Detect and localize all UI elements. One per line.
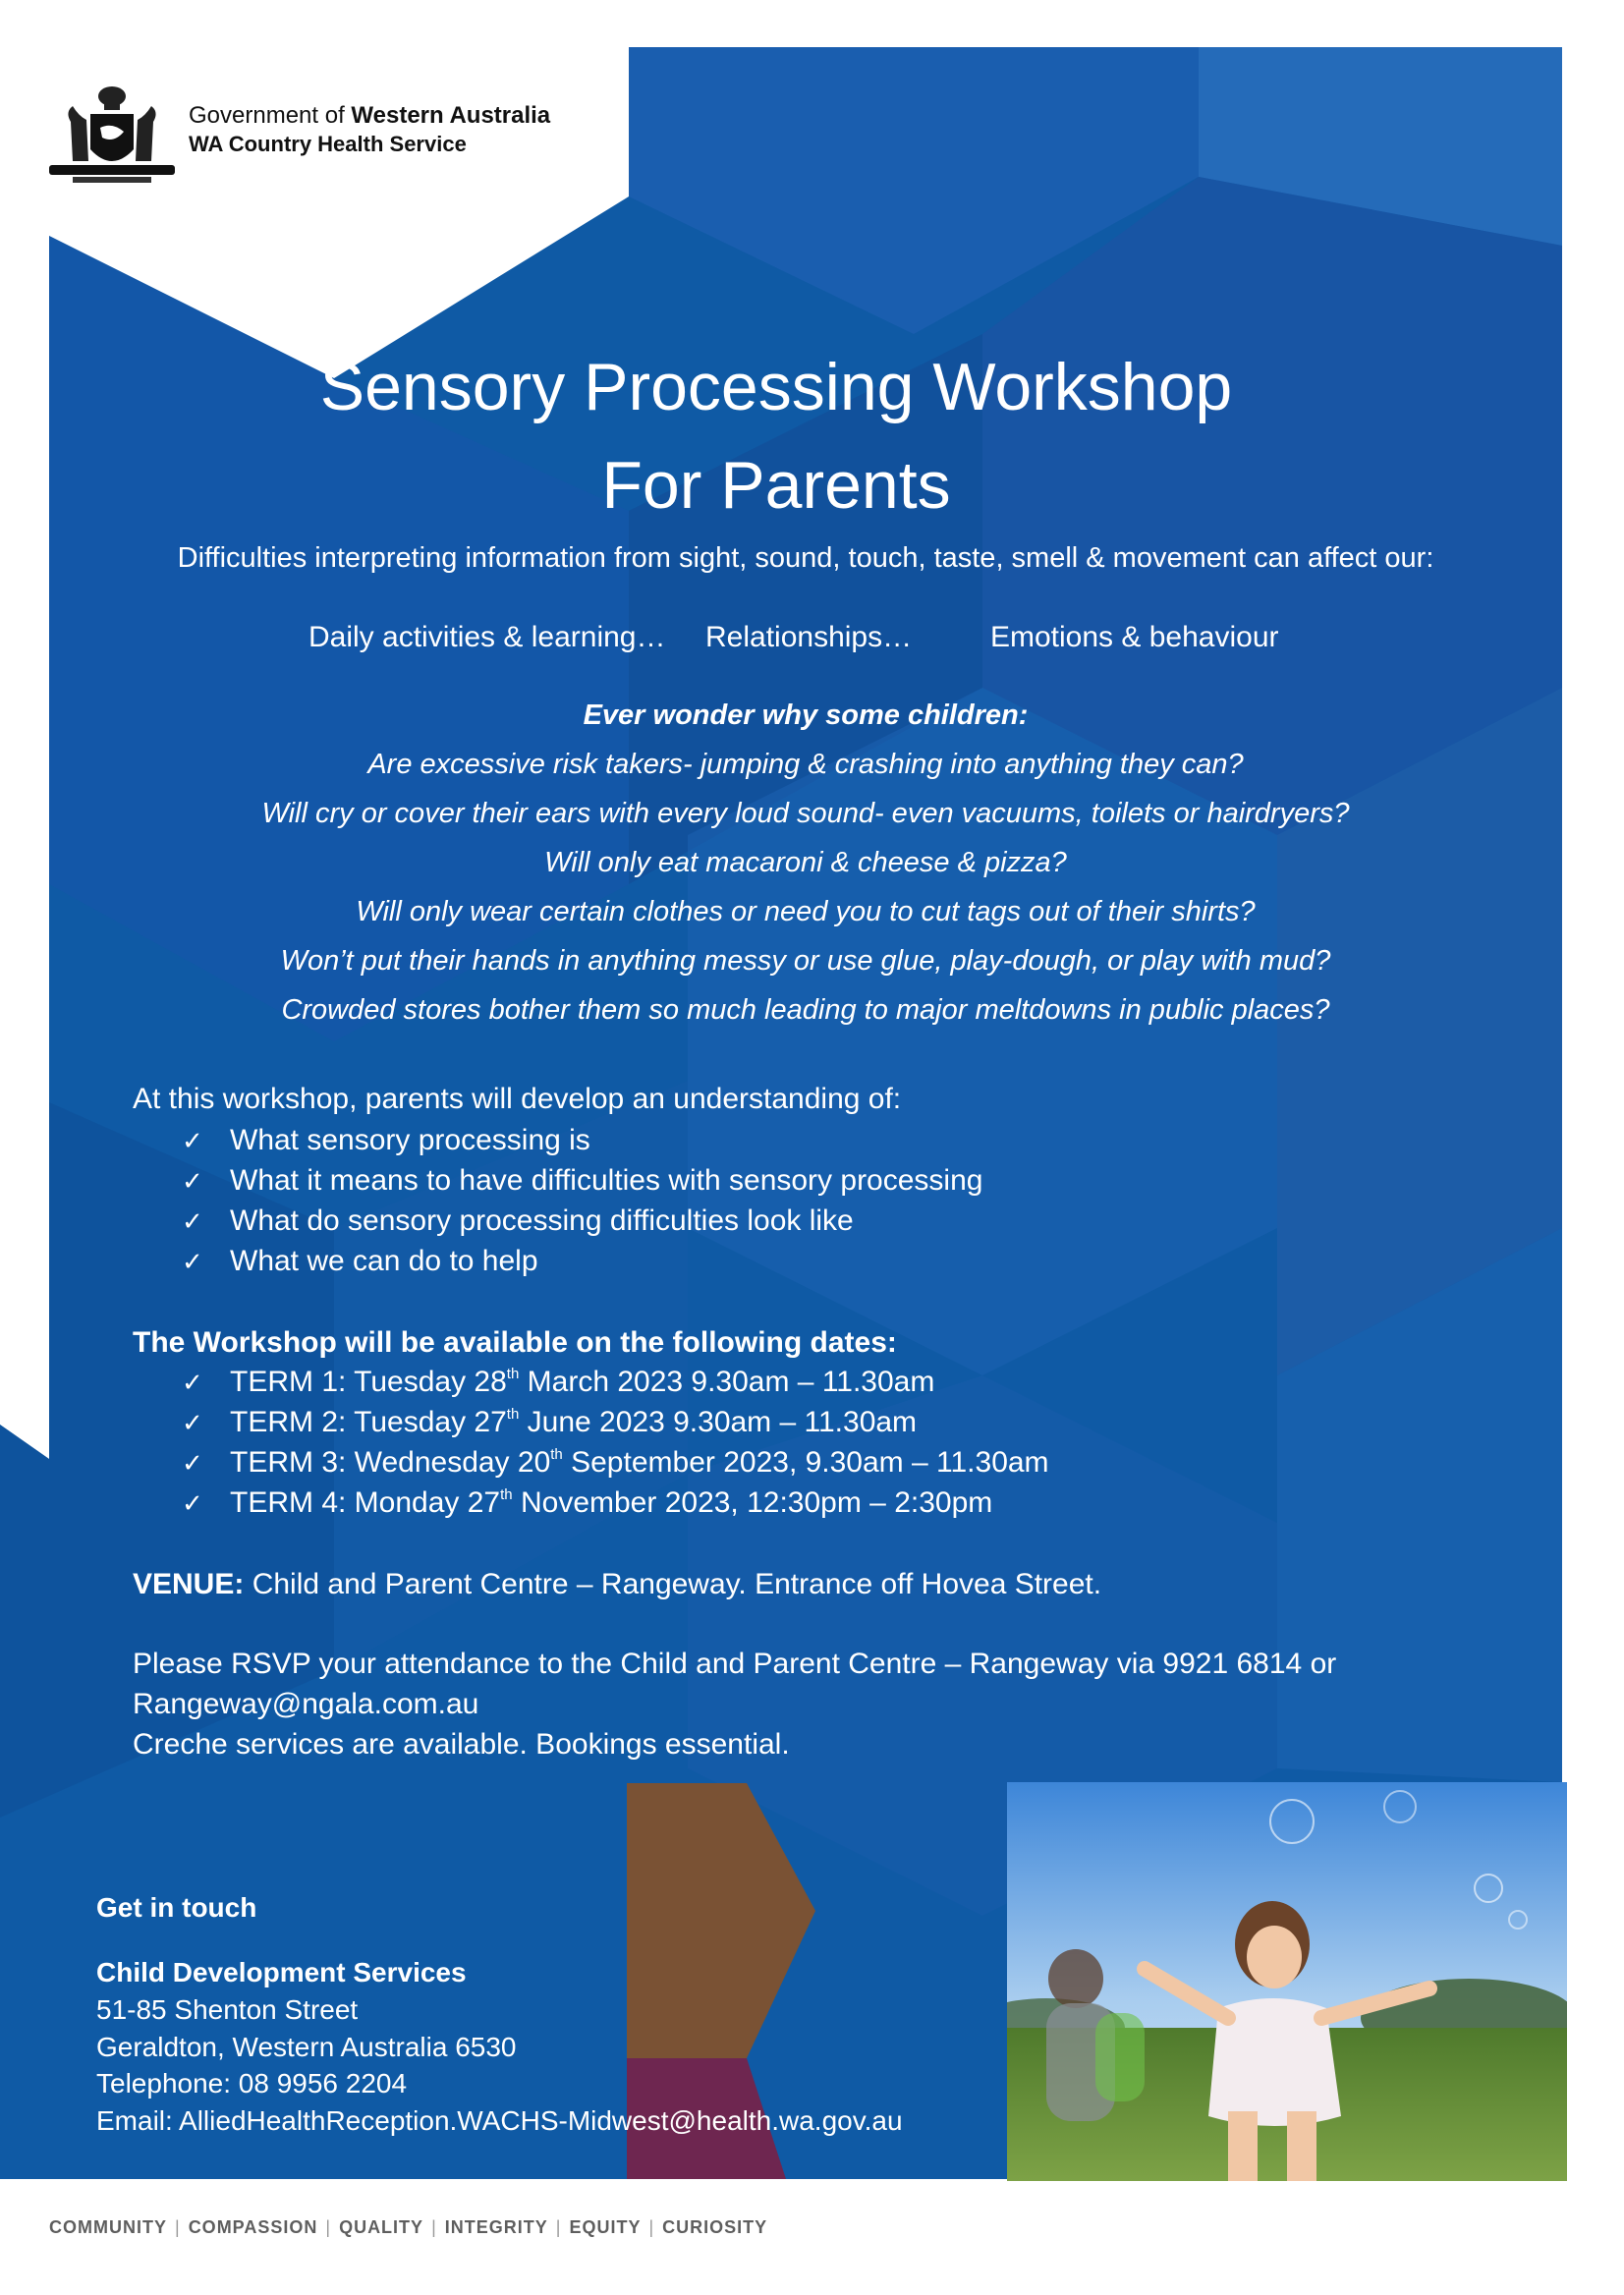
- learning-item: ✓ What sensory processing is: [182, 1124, 590, 1156]
- question-line: Will cry or cover their ears with every loud sound- even vacuums, toilets or hairdryers?: [261, 798, 1350, 829]
- contact-org: Child Development Services: [96, 1957, 467, 1987]
- date-item: ✓ TERM 2: Tuesday 27th June 2023 9.30am – 11.30am: [182, 1406, 918, 1438]
- question-line: Crowded stores bother them so much leading to major meltdowns in public places?: [281, 994, 1330, 1026]
- checkmark-icon: ✓: [182, 1127, 203, 1156]
- rsvp-line: Please RSVP your attendance to the Child and Parent Centre – Rangeway via 9921 6814 or: [133, 1648, 1337, 1680]
- date-item: ✓ TERM 4: Monday 27th November 2023, 12:30pm – 2:30pm: [182, 1486, 993, 1519]
- coat-of-arms-logo: [43, 83, 181, 191]
- checkmark-icon: ✓: [182, 1449, 203, 1479]
- learning-item: ✓ What it means to have difficulties with sensory processing: [182, 1164, 983, 1197]
- contact-telephone: Telephone: 08 9956 2204: [96, 2068, 408, 2099]
- checkmark-icon: ✓: [182, 1489, 203, 1519]
- question-line: Are excessive risk takers- jumping & crashing into anything they can?: [367, 749, 1244, 780]
- values-footer: COMMUNITY | COMPASSION | QUALITY | INTEGRITY | EQUITY | CURIOSITY: [49, 2217, 768, 2237]
- page-title: Sensory Processing Workshop: [319, 350, 1233, 424]
- contact-address: 51-85 Shenton Street: [96, 1994, 359, 2025]
- question-line: Won’t put their hands in anything messy or use glue, play-dough, or play with mud?: [280, 945, 1331, 977]
- contact-address: Geraldton, Western Australia 6530: [96, 2032, 517, 2062]
- value-item: INTEGRITY: [444, 2217, 548, 2237]
- learning-item: ✓ What do sensory processing difficulties look like: [182, 1204, 854, 1237]
- impact-item: Emotions & behaviour: [990, 621, 1279, 653]
- contact-heading: Get in touch: [96, 1892, 257, 1923]
- page-subtitle: For Parents: [601, 448, 951, 523]
- question-line: Will only eat macaroni & cheese & pizza?: [544, 847, 1067, 878]
- checkmark-icon: ✓: [182, 1409, 203, 1438]
- org-name: Government of Western Australia: [189, 102, 551, 129]
- value-item: COMMUNITY: [49, 2217, 167, 2237]
- checkmark-icon: ✓: [182, 1369, 203, 1398]
- value-item: CURIOSITY: [662, 2217, 768, 2237]
- date-item: ✓ TERM 1: Tuesday 28th March 2023 9.30am – 11.30am: [182, 1366, 935, 1398]
- children-playing-photo: [1007, 1782, 1567, 2181]
- rsvp-email-link[interactable]: Rangeway@ngala.com.au: [133, 1688, 479, 1720]
- learning-item: ✓ What we can do to help: [182, 1245, 538, 1277]
- venue-label: VENUE:: [133, 1568, 245, 1600]
- service-name: WA Country Health Service: [189, 132, 467, 156]
- checkmark-icon: ✓: [182, 1248, 203, 1277]
- impact-item: Relationships…: [705, 621, 913, 653]
- question-line: Will only wear certain clothes or need you to cut tags out of their shirts?: [356, 896, 1256, 927]
- checkmark-icon: ✓: [182, 1207, 203, 1237]
- date-item: ✓ TERM 3: Wednesday 20th September 2023, 9.30am – 11.30am: [182, 1446, 1049, 1479]
- value-item: EQUITY: [569, 2217, 642, 2237]
- value-item: COMPASSION: [188, 2217, 318, 2237]
- creche-note: Creche services are available. Bookings essential.: [133, 1728, 790, 1761]
- value-item: QUALITY: [339, 2217, 424, 2237]
- checkmark-icon: ✓: [182, 1167, 203, 1197]
- dates-heading: The Workshop will be available on the following dates:: [133, 1326, 897, 1359]
- intro-text: Difficulties interpreting information from sight, sound, touch, taste, smell & movement can affect our:: [177, 542, 1434, 574]
- contact-email-link[interactable]: Email: AlliedHealthReception.WACHS-Midwest@health.wa.gov.au: [96, 2105, 903, 2136]
- impact-item: Daily activities & learning…: [308, 621, 666, 653]
- learning-intro: At this workshop, parents will develop an understanding of:: [133, 1083, 902, 1115]
- wonder-heading: Ever wonder why some children:: [583, 700, 1029, 731]
- venue-line: VENUE: Child and Parent Centre – Rangeway. Entrance off Hovea Street.: [133, 1568, 1102, 1600]
